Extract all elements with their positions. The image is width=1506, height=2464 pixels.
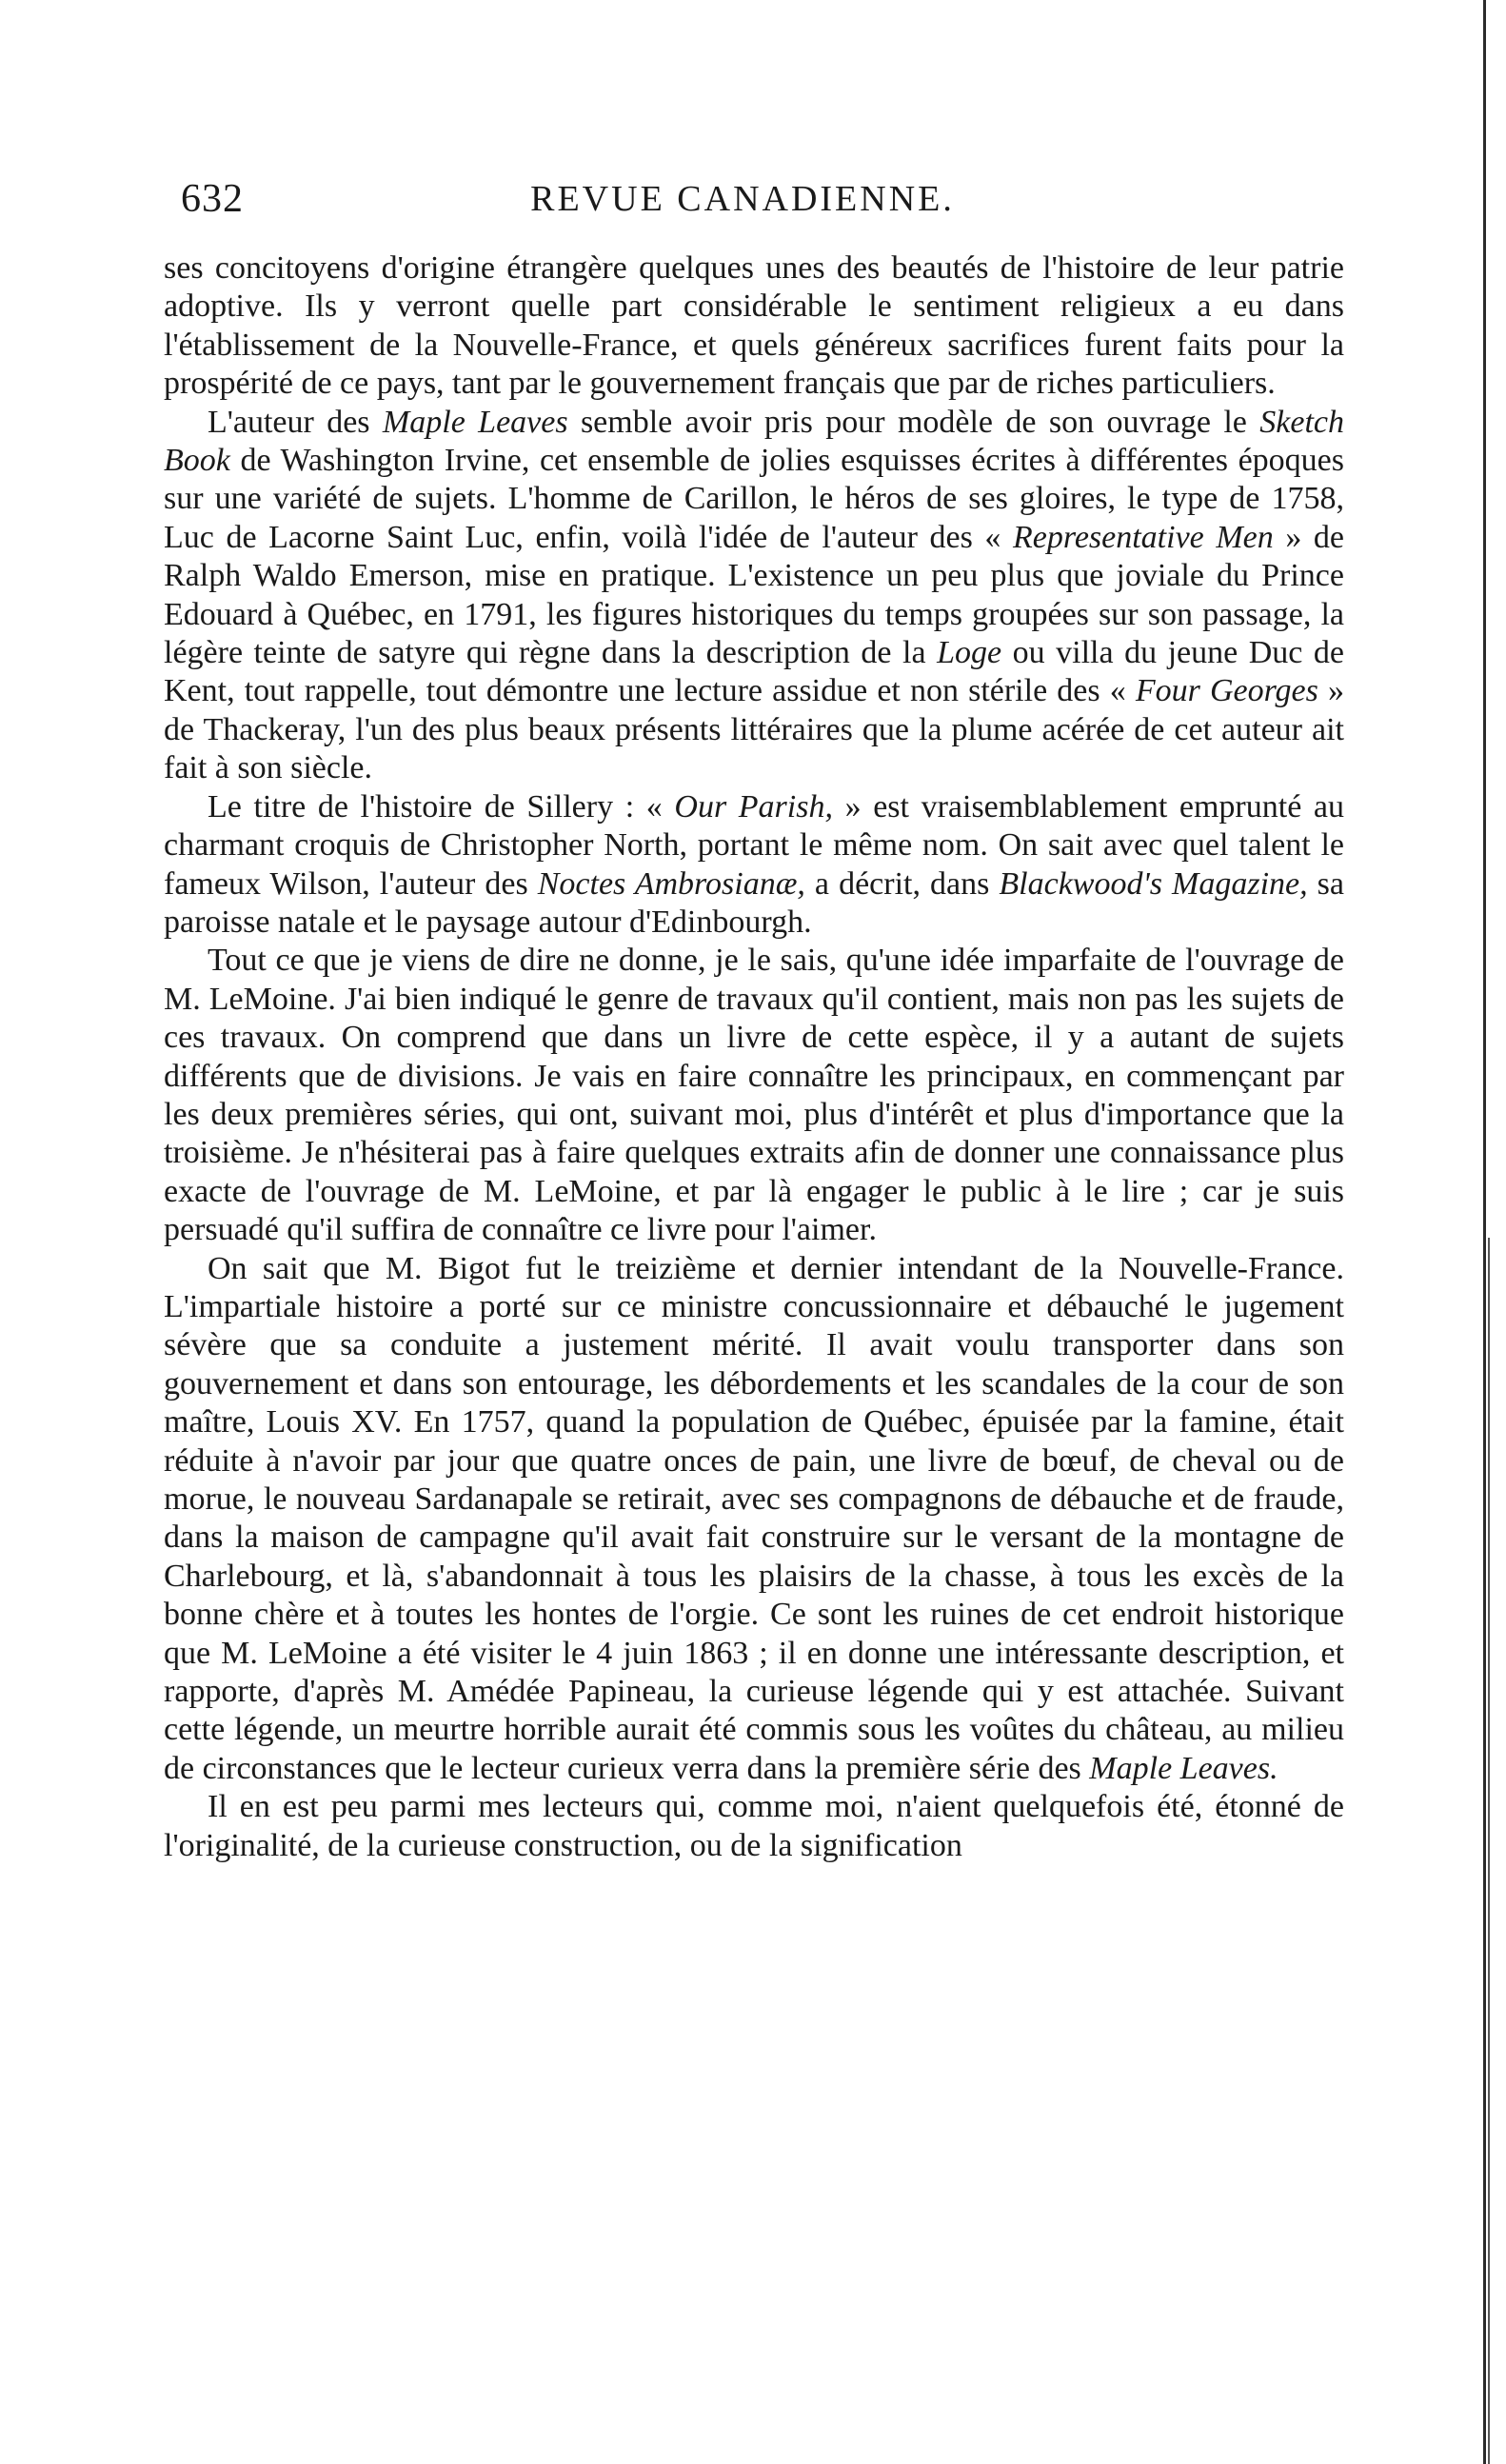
scan-edge-line-secondary	[1488, 1238, 1490, 2464]
title-blackwoods-magazine: Blackwood's Magazine,	[999, 865, 1308, 902]
title-maple-leaves: Maple Leaves	[382, 404, 568, 440]
scan-edge-line	[1483, 0, 1486, 2464]
page-header	[181, 176, 1304, 229]
title-representative-men: Representative Men	[1012, 519, 1274, 555]
paragraph-final: Il en est peu parmi mes lecteurs qui, comme moi, n'aient quelquefois été, étonné de l'originalité, de la curieuse construction, ou de la signification	[164, 1789, 1344, 1863]
page-number: 632	[181, 177, 244, 221]
running-head: REVUE CANADIENNE.	[530, 179, 955, 219]
word-loge: Loge	[937, 635, 1002, 671]
body-text	[164, 249, 1344, 1865]
paragraph-maple-leaves-models: L'auteur des Maple Leaves semble avoir pris pour modèle de son ouvrage le Sketch Book de Washington Irvine, cet ensemble de jolies esquisses écrites à différentes époques sur une variété de sujets. L'homme de Carillon, le héros de ses gloires, le type de 1758, Luc de Lacorne Saint Luc, enfin, voilà l'idée de l'auteur des « Representative Men » de Ralph Waldo Emerson, mise en pratique. L'existence un peu plus que joviale du Prince Edouard à Québec, en 1791, les figures historiques du temps groupées sur son passage, la légère teinte de satyre qui règne dans la description de la Loge ou villa du jeune Duc de Kent, tout rappelle, tout démontre une lecture assidue et non stérile des « Four Georges » de Thackeray, l'un des plus beaux présents littéraires que la plume acérée de cet auteur ait fait à son siècle.	[164, 404, 1345, 786]
title-noctes-ambrosianae: Noctes Ambrosianæ,	[537, 865, 805, 902]
paragraph-sillery: Le titre de l'histoire de Sillery : « Our Parish, » est vraisemblablement emprunté au charmant croquis de Christopher North, portant le même nom. On sait avec quel talent le fameux Wilson, l'auteur des Noctes Ambrosianæ, a décrit, dans Blackwood's Magazine, sa paroisse natale et le paysage autour d'Edinbourgh.	[164, 788, 1344, 940]
paragraph-continued: ses concitoyens d'origine étrangère quelques unes des beautés de l'histoire de leur patrie adoptive. Ils y verront quelle part considérable le sentiment religieux a eu dans l'établissement de la Nouvelle-France, et quels généreux sacrifices furent faits pour la prospérité de ce pays, tant par le gouvernement français que par de riches particuliers.	[164, 250, 1344, 402]
title-maple-leaves: Maple Leaves.	[1089, 1750, 1278, 1786]
paragraph-bigot: On sait que M. Bigot fut le treizième et dernier intendant de la Nouvelle-France. L'impartiale histoire a porté sur ce ministre concussionnaire et débauché le jugement sévère que sa conduite a justement mérité. Il avait voulu transporter dans son gouvernement et dans son entourage, les débordements et les scandales de la cour de son maître, Louis XV. En 1757, quand la population de Québec, épuisée par la famine, était réduite à n'avoir par jour que quatre onces de pain, une livre de bœuf, de cheval ou de morue, le nouveau Sardanapale se retirait, avec ses compagnons de débauche et de fraude, dans la maison de campagne qu'il avait fait construire sur le versant de la montagne de Charlebourg, et là, s'abandonnait à tous les plaisirs de la chasse, à tous les excès de la bonne chère et à toutes les hontes de l'orgie. Ce sont les ruines de cet endroit historique que M. LeMoine a été visiter le 4 juin 1863 ; il en donne une intéressante description, et rapporte, d'après M. Amédée Papineau, la curieuse légende qui y est attachée. Suivant cette légende, un meurtre horrible aurait été commis sous les voûtes du château, au milieu de circonstances que le lecteur curieux verra dans la première série des Maple Leaves.	[164, 1250, 1344, 1786]
title-four-georges: Four Georges	[1135, 673, 1318, 709]
paragraph-overview: Tout ce que je viens de dire ne donne, je le sais, qu'une idée imparfaite de l'ouvrage de M. LeMoine. J'ai bien indiqué le genre de travaux qu'il contient, mais non pas les sujets de ces travaux. On comprend que dans un livre de cette espèce, il y a autant de sujets différents que de divisions. Je vais en faire connaître les principaux, en commençant par les deux premières séries, qui ont, suivant moi, plus d'intérêt et plus d'importance que la troisième. Je n'hésiterai pas à faire quelques extraits afin de donner une connaissance plus exacte de l'ouvrage de M. LeMoine, et par là engager le public à le lire ; car je suis persuadé qu'il suffira de connaître ce livre pour l'aimer.	[164, 943, 1344, 1248]
title-sketch-book: Sketch Book	[164, 404, 1344, 479]
title-our-parish: Our Parish,	[674, 788, 833, 825]
